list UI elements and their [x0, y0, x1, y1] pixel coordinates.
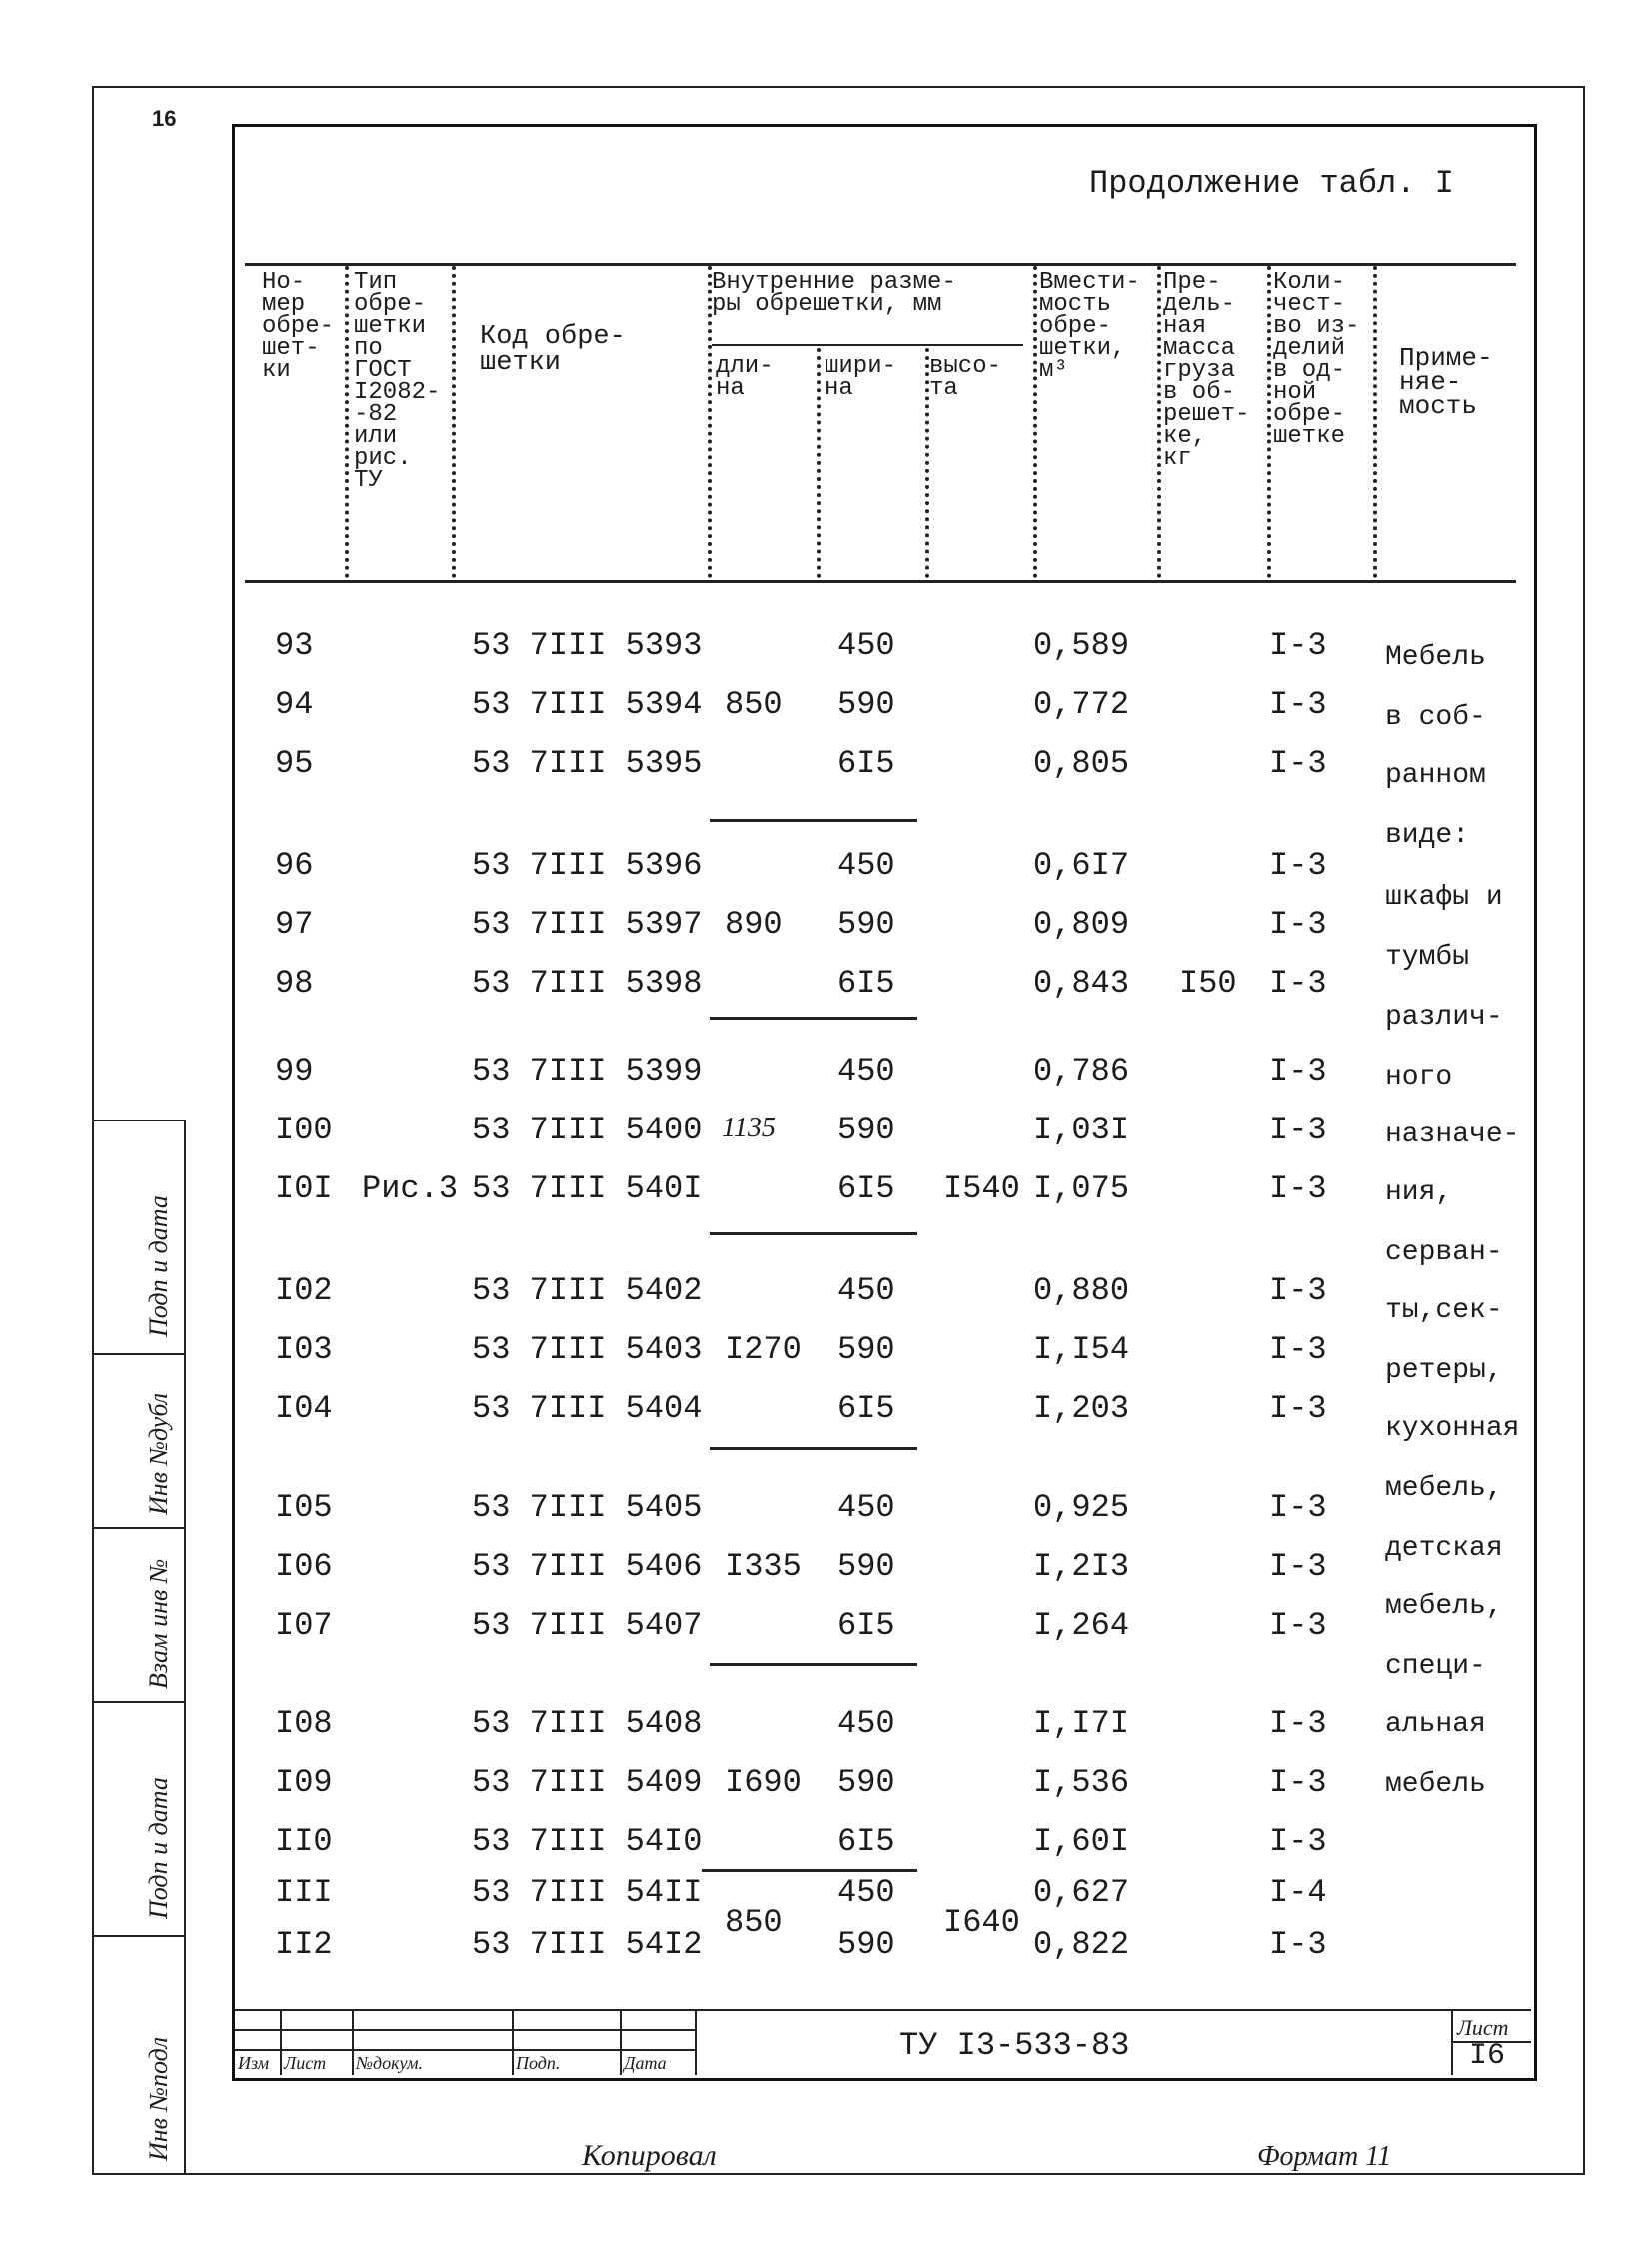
cell-code: 53 7III 5395	[472, 745, 703, 782]
header-bottom-line	[245, 580, 1516, 583]
cell-length-handwritten: 1135	[722, 1113, 776, 1143]
cell-number: I08	[275, 1705, 333, 1742]
cell-number: II0	[275, 1823, 333, 1860]
cell-code: 53 7III 5405	[472, 1489, 703, 1526]
cell-number: I0I	[275, 1170, 333, 1207]
primenyaemost-line: мебель,	[1385, 1591, 1503, 1622]
cell-code: 53 7III 54II	[472, 1874, 703, 1911]
primenyaemost-line: различ-	[1385, 1002, 1503, 1033]
cell-capacity: 0,627	[1033, 1874, 1130, 1911]
list-label: Лист	[1457, 2015, 1509, 2040]
primenyaemost-line: назначе-	[1385, 1120, 1520, 1150]
cell-width: 590	[837, 906, 895, 943]
cell-number: I05	[275, 1489, 333, 1526]
primenyaemost-line: детская	[1385, 1533, 1503, 1564]
cell-number: I09	[275, 1764, 333, 1801]
cell-width: 590	[837, 1331, 895, 1368]
cell-number: I06	[275, 1548, 333, 1585]
cell-quantity: I-3	[1269, 965, 1327, 1002]
cell-number: 94	[275, 686, 314, 723]
primenyaemost-line: ты,сек-	[1385, 1295, 1503, 1326]
cell-height: I540	[943, 1170, 1020, 1207]
col-sep	[1373, 266, 1377, 578]
title-block-col	[620, 2009, 622, 2075]
cell-capacity: 0,805	[1033, 745, 1130, 782]
cell-length: I690	[725, 1764, 802, 1801]
cell-number: 98	[275, 965, 314, 1002]
cell-quantity: I-3	[1269, 1390, 1327, 1427]
cell-quantity: I-3	[1269, 1926, 1327, 1963]
cell-width: 6I5	[837, 1823, 895, 1860]
cell-capacity: I,536	[1033, 1764, 1130, 1801]
group-separator	[710, 1663, 917, 1666]
cell-width: 590	[837, 1548, 895, 1585]
cell-number: I00	[275, 1112, 333, 1148]
cell-number: II2	[275, 1926, 333, 1963]
cell-width: 450	[837, 1489, 895, 1526]
group-separator	[710, 819, 917, 822]
title-block-col	[352, 2009, 354, 2075]
cell-capacity: 0,589	[1033, 627, 1130, 664]
cell-code: 53 7III 5406	[472, 1548, 703, 1585]
cell-code: 53 7III 5402	[472, 1272, 703, 1309]
header-nomer: Но- мер обре- шет- ки	[262, 269, 335, 384]
cell-width: 590	[837, 1926, 895, 1963]
title-block-col	[280, 2009, 282, 2075]
col-sep	[817, 348, 821, 578]
cell-quantity: I-3	[1269, 1823, 1327, 1860]
cell-code: 53 7III 540I	[472, 1170, 703, 1207]
group-separator	[710, 1017, 917, 1020]
cell-number: 93	[275, 627, 314, 664]
cell-capacity: 0,772	[1033, 686, 1130, 723]
cell-width: 6I5	[837, 1390, 895, 1427]
tb-label-izm: Изм	[238, 2053, 270, 2073]
primenyaemost-line: ретеры,	[1385, 1355, 1503, 1386]
col-sep	[1157, 266, 1161, 578]
list-number: I6	[1469, 2039, 1506, 2073]
primenyaemost-line: мебель,	[1385, 1473, 1503, 1504]
cell-capacity: I,60I	[1033, 1823, 1130, 1860]
cell-width: 6I5	[837, 1607, 895, 1644]
cell-number: I02	[275, 1272, 333, 1309]
cell-number: I07	[275, 1607, 333, 1644]
header-vnutr: Внутренние разме- ры обрешетки, мм	[712, 269, 956, 318]
cell-quantity: I-3	[1269, 686, 1327, 723]
cell-number: 96	[275, 847, 314, 884]
cell-width: 590	[837, 1112, 895, 1148]
cell-quantity: I-3	[1269, 745, 1327, 782]
cell-code: 53 7III 5397	[472, 906, 703, 943]
cell-quantity: I-3	[1269, 1607, 1327, 1644]
cell-width: 6I5	[837, 745, 895, 782]
title-block-top	[235, 2009, 1531, 2011]
cell-quantity: I-3	[1269, 1112, 1327, 1148]
tb-label-dokum: №докум.	[356, 2053, 424, 2073]
title-block-col	[695, 2009, 697, 2075]
cell-number: I03	[275, 1331, 333, 1368]
cell-width: 590	[837, 1764, 895, 1801]
header-kod: Код обре- шетки	[480, 322, 626, 378]
title-block-row	[235, 2049, 695, 2051]
cell-capacity: I,203	[1033, 1390, 1130, 1427]
tb-label-data: Дата	[624, 2053, 667, 2073]
primenyaemost-line: специ-	[1385, 1651, 1486, 1682]
primenyaemost-line: кухонная	[1385, 1413, 1520, 1444]
side-label-inv-podl: Инв №подл	[144, 2036, 173, 2161]
cell-width: 450	[837, 627, 895, 664]
primenyaemost-line: мебель	[1385, 1769, 1486, 1800]
cell-code: 53 7III 5407	[472, 1607, 703, 1644]
primenyaemost-line: Мебель	[1385, 642, 1486, 673]
cell-width: 590	[837, 686, 895, 723]
primenyaemost-line: шкафы и	[1385, 882, 1503, 913]
header-vysota: высо- та	[929, 353, 1002, 402]
cell-quantity: I-3	[1269, 1331, 1327, 1368]
cell-number: I04	[275, 1390, 333, 1427]
cell-width: 450	[837, 1705, 895, 1742]
cell-capacity: I,264	[1033, 1607, 1130, 1644]
cell-code: 53 7III 5403	[472, 1331, 703, 1368]
title-block-row	[235, 2029, 695, 2031]
cell-width: 6I5	[837, 1170, 895, 1207]
cell-max-mass: I50	[1179, 965, 1237, 1002]
cell-capacity: 0,822	[1033, 1926, 1130, 1963]
cell-length: 850	[725, 686, 783, 723]
header-shirina: шири- на	[825, 353, 897, 402]
col-sep	[452, 266, 456, 578]
tb-label-podp: Подп.	[516, 2053, 561, 2073]
cell-width: 6I5	[837, 965, 895, 1002]
cell-quantity: I-3	[1269, 1764, 1327, 1801]
cell-number: 99	[275, 1053, 314, 1090]
cell-code: 53 7III 5408	[472, 1705, 703, 1742]
cell-width: 450	[837, 1272, 895, 1309]
group-separator	[702, 1869, 917, 1872]
cell-quantity: I-3	[1269, 847, 1327, 884]
footer-format: Формат 11	[1257, 2141, 1392, 2172]
title-block-col	[512, 2009, 514, 2075]
cell-code: 53 7III 5394	[472, 686, 703, 723]
header-kolvo: Коли- чест- во из- делий в од- ной обре- шетке	[1273, 269, 1360, 450]
cell-width: 450	[837, 1874, 895, 1911]
cell-quantity: I-3	[1269, 1705, 1327, 1742]
header-primenyaemost: Приме- няе- мость	[1399, 343, 1493, 421]
side-label-podp-data-2: Подп и дата	[144, 1777, 173, 1919]
cell-capacity: I,075	[1033, 1170, 1130, 1207]
cell-code: 53 7III 54I0	[472, 1823, 703, 1860]
cell-capacity: 0,843	[1033, 965, 1130, 1002]
cell-number: III	[275, 1874, 333, 1911]
cell-code: 53 7III 5396	[472, 847, 703, 884]
cell-width: 450	[837, 847, 895, 884]
cell-capacity: I,I54	[1033, 1331, 1130, 1368]
cell-height: I640	[943, 1904, 1020, 1941]
document-code: ТУ I3-533-83	[899, 2027, 1130, 2064]
group-separator	[710, 1232, 917, 1235]
header-vmestimost: Вмести- мость обре- шетки, м³	[1039, 269, 1140, 384]
cell-code: 53 7III 5399	[472, 1053, 703, 1090]
cell-width: 450	[837, 1053, 895, 1090]
cell-quantity: I-4	[1269, 1874, 1327, 1911]
header-dlina: дли- на	[716, 353, 774, 402]
primenyaemost-line: виде:	[1385, 820, 1470, 851]
header-tip: Тип обре- шетки по ГОСТ I2082- -82 или рис. ТУ	[354, 269, 441, 494]
side-label-podp-data: Подп и дата	[144, 1195, 173, 1337]
cell-capacity: I,I7I	[1033, 1705, 1130, 1742]
primenyaemost-line: серван-	[1385, 1237, 1503, 1268]
cell-code: 53 7III 5400	[472, 1112, 703, 1148]
cell-length: I270	[725, 1331, 802, 1368]
col-sep	[1267, 266, 1271, 578]
primenyaemost-line: тумбы	[1385, 942, 1470, 973]
continuation-title: Продолжение табл. I	[1089, 165, 1454, 202]
cell-quantity: I-3	[1269, 1272, 1327, 1309]
page-number: 16	[152, 106, 177, 131]
cell-capacity: 0,925	[1033, 1489, 1130, 1526]
primenyaemost-line: в соб-	[1385, 702, 1486, 733]
cell-quantity: I-3	[1269, 1548, 1327, 1585]
primenyaemost-line: ния,	[1385, 1177, 1453, 1208]
subheader-line	[712, 344, 1023, 346]
cell-capacity: I,03I	[1033, 1112, 1130, 1148]
cell-length: 890	[725, 906, 783, 943]
cell-number: 97	[275, 906, 314, 943]
cell-capacity: I,2I3	[1033, 1548, 1130, 1585]
group-separator	[710, 1447, 917, 1450]
cell-quantity: I-3	[1269, 1170, 1327, 1207]
header-top-line	[245, 263, 1516, 266]
footer-copied: Копировал	[582, 2139, 717, 2172]
cell-code: 53 7III 54I2	[472, 1926, 703, 1963]
col-sep	[1033, 266, 1037, 578]
tb-label-list: Лист	[284, 2053, 327, 2073]
cell-number: 95	[275, 745, 314, 782]
cell-capacity: 0,786	[1033, 1053, 1130, 1090]
cell-length: 850	[725, 1904, 783, 1941]
cell-type: Рис.3	[362, 1170, 459, 1207]
cell-quantity: I-3	[1269, 627, 1327, 664]
cell-quantity: I-3	[1269, 1489, 1327, 1526]
primenyaemost-line: ранном	[1385, 760, 1486, 791]
cell-capacity: 0,880	[1033, 1272, 1130, 1309]
header-massa: Пре- дель- ная масса груза в об- решет- ке, кг	[1163, 269, 1250, 472]
cell-code: 53 7III 5398	[472, 965, 703, 1002]
side-label-vzam-inv: Взам инв №	[144, 1558, 173, 1689]
cell-code: 53 7III 5404	[472, 1390, 703, 1427]
cell-capacity: 0,6I7	[1033, 847, 1130, 884]
side-label-inv-dubl: Инв №дубл	[144, 1392, 173, 1515]
cell-code: 53 7III 5393	[472, 627, 703, 664]
cell-capacity: 0,809	[1033, 906, 1130, 943]
cell-quantity: I-3	[1269, 1053, 1327, 1090]
primenyaemost-line: альная	[1385, 1709, 1486, 1740]
cell-length: I335	[725, 1548, 802, 1585]
cell-code: 53 7III 5409	[472, 1764, 703, 1801]
cell-quantity: I-3	[1269, 906, 1327, 943]
primenyaemost-line: ного	[1385, 1062, 1453, 1093]
col-sep	[345, 266, 349, 578]
